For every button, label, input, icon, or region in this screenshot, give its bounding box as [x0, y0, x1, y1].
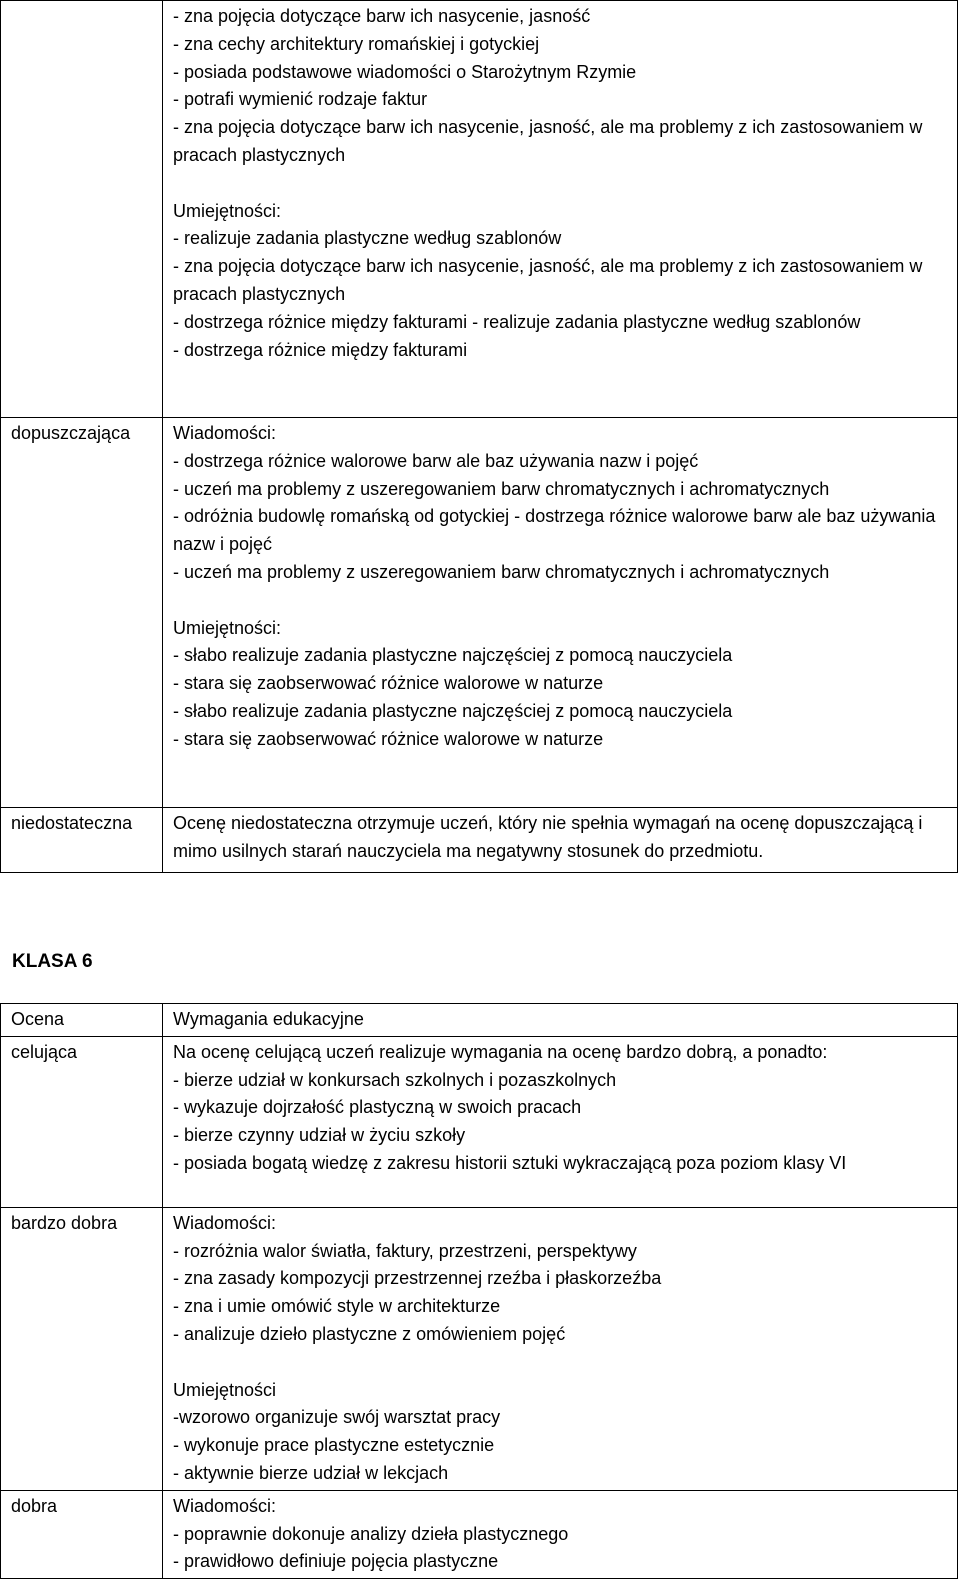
requirement-line: - bierze czynny udział w życiu szkoły — [173, 1125, 466, 1146]
requirement-line: - stara się zaobserwować różnice walorowe w naturze — [173, 673, 604, 694]
requirement-line: - stara się zaobserwować różnice walorowe w naturze — [173, 728, 604, 749]
requirement-line: -wzorowo organizuje swój warsztat pracy — [173, 1407, 501, 1428]
requirement-line: - aktywnie bierze udział w lekcjach — [173, 1462, 449, 1483]
requirement-line: - zna pojęcia dotyczące barw ich nasycenie, jasność — [173, 6, 591, 26]
requirement-line: - dostrzega różnice walorowe barw ale baz używania nazw i pojęć — [173, 450, 699, 471]
class-heading: KLASA 6 — [12, 951, 93, 972]
requirement-line: - potrafi wymienić rodzaje faktur — [173, 89, 428, 110]
section-heading-skills: Umiejętności: — [173, 617, 282, 638]
grade-label: niedostateczna — [1, 808, 163, 873]
requirement-line: - posiada podstawowe wiadomości o Starożytnym Rzymie — [173, 61, 637, 82]
table-row — [1, 1036, 958, 1207]
requirements-cell — [163, 1207, 958, 1490]
requirement-line: - zna pojęcia dotyczące barw ich nasycenie, jasność, ale ma problemy z ich zastosowaniem w pracach plastycznych — [173, 117, 923, 165]
grade-label: celująca — [1, 1036, 163, 1207]
table-row — [1, 1207, 958, 1490]
requirement-line: - posiada bogatą wiedzę z zakresu historii sztuki wykraczającą poza poziom klasy VI — [173, 1152, 847, 1173]
requirements-cell — [163, 1036, 958, 1207]
grade-label: dobra — [1, 1490, 163, 1578]
requirements-list — [173, 810, 949, 866]
requirement-paragraph: Ocenę niedostateczna otrzymuje uczeń, który nie spełnia wymagań na ocenę dopuszczającą i mimo usilnych starań nauczyciela ma negatywny stosunek do przedmiotu. — [173, 813, 923, 861]
section-heading-knowledge: Wiadomości: — [173, 1495, 277, 1516]
column-header-grade: Ocena — [1, 1004, 163, 1037]
requirement-line: - zna zasady kompozycji przestrzennej rzeźba i płaskorzeźba — [173, 1268, 662, 1289]
requirement-line: - prawidłowo definiuje pojęcia plastyczne — [173, 1551, 499, 1572]
requirements-cell — [163, 1490, 958, 1578]
requirement-line: - uczeń ma problemy z uszeregowaniem barw chromatycznych i achromatycznych — [173, 478, 830, 499]
requirement-line: - wykazuje dojrzałość plastyczną w swoich pracach — [173, 1097, 582, 1118]
requirement-line: Na ocenę celującą uczeń realizuje wymagania na ocenę bardzo dobrą, a ponadto: — [173, 1041, 828, 1062]
table-header-row — [1, 1004, 958, 1037]
requirement-line: - słabo realizuje zadania plastyczne najczęściej z pomocą nauczyciela — [173, 700, 733, 721]
table-row — [1, 808, 958, 873]
requirement-line: - odróżnia budowlę romańską od gotyckiej - dostrzega różnice walorowe barw ale baz używania nazw i pojęć — [173, 506, 936, 555]
requirement-line: - analizuje dzieło plastyczne z omówieniem pojęć — [173, 1323, 566, 1344]
table-row — [1, 1490, 958, 1578]
requirement-line: - bierze udział w konkursach szkolnych i pozaszkolnych — [173, 1069, 617, 1090]
requirements-list — [173, 3, 949, 364]
requirements-list — [173, 1493, 949, 1576]
requirements-list — [173, 1210, 949, 1488]
requirements-list — [173, 420, 949, 754]
requirement-line: - poprawnie dokonuje analizy dzieła plastycznego — [173, 1523, 569, 1544]
grade-label: bardzo dobra — [1, 1207, 163, 1490]
section-heading-skills: Umiejętności: — [173, 200, 282, 221]
requirement-line: - zna pojęcia dotyczące barw ich nasycenie, jasność, ale ma problemy z ich zastosowaniem w pracach plastycznych — [173, 256, 923, 304]
grades-table-class-6 — [0, 1003, 958, 1579]
grade-cell-empty — [1, 1, 163, 418]
requirement-line: - słabo realizuje zadania plastyczne najczęściej z pomocą nauczyciela — [173, 645, 733, 666]
requirements-list — [173, 1039, 949, 1178]
requirement-line: - realizuje zadania plastyczne według szablonów — [173, 228, 562, 249]
requirement-line: - wykonuje prace plastyczne estetycznie — [173, 1435, 495, 1456]
requirement-line: - zna cechy architektury romańskiej i gotyckiej — [173, 33, 540, 54]
requirement-line: - rozróżnia walor światła, faktury, przestrzeni, perspektywy — [173, 1240, 637, 1261]
table-row — [1, 418, 958, 808]
section-heading-skills: Umiejętności — [173, 1379, 277, 1400]
section-heading-knowledge: Wiadomości: — [173, 423, 277, 443]
section-heading-knowledge: Wiadomości: — [173, 1212, 277, 1233]
spacer — [173, 170, 949, 198]
spacer — [173, 587, 949, 615]
requirement-line: - uczeń ma problemy z uszeregowaniem barw chromatycznych i achromatycznych — [173, 561, 830, 582]
requirements-cell — [163, 808, 958, 873]
requirements-cell — [163, 418, 958, 808]
requirements-cell — [163, 1, 958, 418]
column-header-requirements: Wymagania edukacyjne — [163, 1004, 958, 1037]
requirement-line: - dostrzega różnice między fakturami — [173, 339, 468, 360]
table-row — [1, 1, 958, 418]
grade-label: dopuszczająca — [1, 418, 163, 808]
requirement-line: - zna i umie omówić style w architekturze — [173, 1296, 501, 1317]
spacer — [173, 1349, 949, 1377]
requirement-line: - dostrzega różnice między fakturami - realizuje zadania plastyczne według szablonów — [173, 311, 861, 332]
